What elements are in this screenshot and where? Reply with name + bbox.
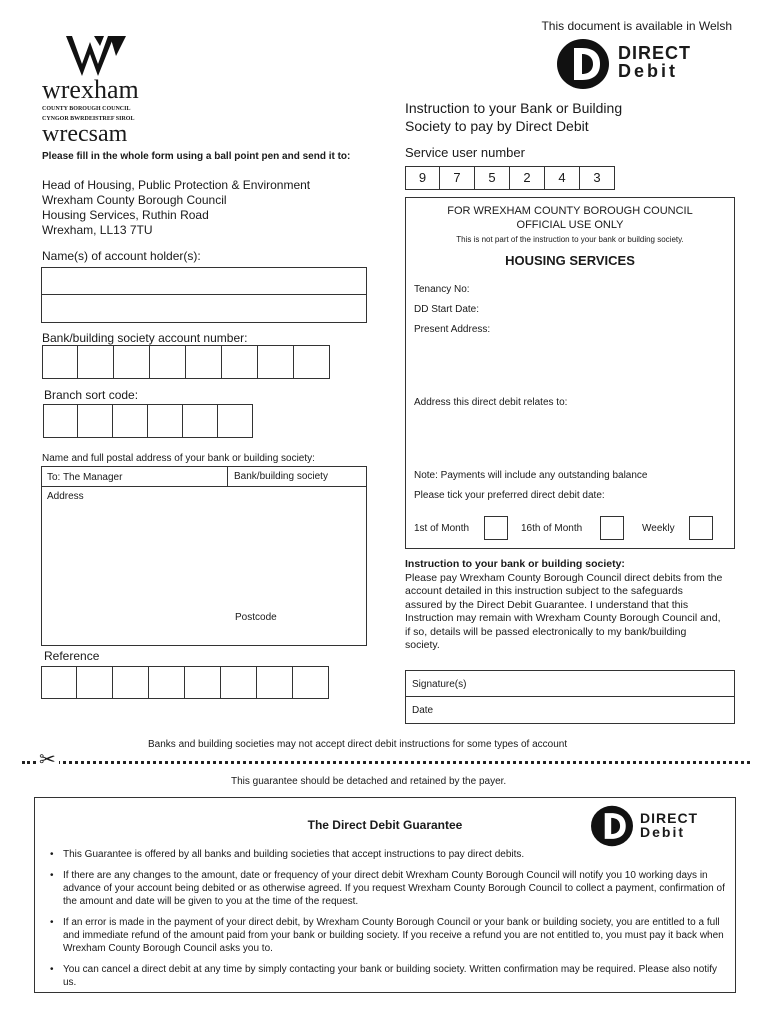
guarantee-item: • If an error is made in the payment of your direct debit, by Wrexham County Borough Council or your bank or building society, you are entitled to a full and immediate refund of the amount paid from your bank or building society. If you receive a refund you are not entitled to, you must pay it back when Wrexham County Borough Council asks you to. — [39, 916, 727, 955]
housing-services-title: HOUSING SERVICES — [505, 253, 635, 268]
instruction-block — [405, 558, 723, 653]
cut-line — [22, 761, 750, 764]
dd-logo-line1: DIRECT — [618, 43, 691, 63]
option-1st-checkbox[interactable] — [484, 516, 508, 540]
official-note: This is not part of the instruction to your bank or building society. — [456, 235, 684, 244]
postcode-label: Postcode — [235, 612, 277, 623]
account-digit-cell[interactable] — [78, 345, 114, 379]
guarantee-item: • If there are any changes to the amount, date or frequency of your direct debit Wrexham County Borough Council will notify you 10 working days in advance of your account being debited or as otherwise agreed. If you request Wrexham County Borough Council to collect a payment, confirmation of the amount and date will be given to you at the time of the request. — [39, 869, 727, 908]
official-line2: OFFICIAL USE ONLY — [516, 219, 624, 231]
sort-digit-cell[interactable] — [113, 404, 148, 438]
official-use-box — [405, 197, 735, 549]
reference-cell[interactable] — [149, 666, 185, 699]
sort-digit-cell[interactable] — [218, 404, 253, 438]
guarantee-dd-logo — [590, 805, 730, 847]
reference-cell[interactable] — [113, 666, 149, 699]
sort-code-label: Branch sort code: — [44, 388, 139, 402]
direct-debit-logo — [556, 38, 728, 90]
sort-digit-cell[interactable] — [148, 404, 183, 438]
direct-debit-icon — [590, 805, 634, 847]
welsh-availability-note: This document is available in Welsh — [541, 19, 732, 33]
reference-cell[interactable] — [257, 666, 293, 699]
account-digit-cell[interactable] — [294, 345, 330, 379]
su-digit: 9 — [405, 166, 440, 190]
account-digit-cell[interactable] — [114, 345, 150, 379]
logo-name: wrexham — [42, 75, 139, 104]
return-address — [42, 178, 310, 238]
option-weekly-label: Weekly — [642, 523, 675, 534]
address-label: Address — [47, 491, 84, 502]
logo-line1: COUNTY BOROUGH COUNCIL — [42, 106, 131, 112]
su-digit: 7 — [440, 166, 475, 190]
to-manager-label: To: The Manager — [47, 472, 123, 483]
signature-field[interactable] — [405, 670, 735, 697]
guarantee-list — [39, 848, 727, 997]
address-line1: Head of Housing, Public Protection & Environment — [42, 178, 311, 192]
instruction-body: Please pay Wrexham County Borough Council direct debits from the account detailed in this instruction subject to the safeguards assured by the Direct Debit Guarantee. I understand that this Instruction may remain with Wrexham County Borough Council and, if so, details will be passed electronically to my bank/building society. — [405, 571, 723, 651]
account-digit-cell[interactable] — [258, 345, 294, 379]
dd-logo-line2: Debit — [640, 824, 685, 840]
guarantee-box — [34, 797, 736, 993]
address-line3: Housing Services, Ruthin Road — [42, 208, 209, 222]
su-digit: 2 — [510, 166, 545, 190]
reference-cell[interactable] — [185, 666, 221, 699]
guarantee-title: The Direct Debit Guarantee — [307, 818, 463, 832]
account-number-field[interactable] — [42, 345, 330, 379]
dd-logo-line2: Debit — [618, 61, 678, 81]
direct-debit-icon — [556, 38, 610, 90]
tenancy-label: Tenancy No: — [414, 284, 470, 295]
sort-code-field[interactable] — [43, 404, 253, 438]
option-16th-label: 16th of Month — [521, 523, 583, 534]
reference-field[interactable] — [41, 666, 329, 699]
scissors-icon: ✂ — [36, 748, 59, 772]
fill-instruction: Please fill in the whole form using a ball point pen and send it to: — [42, 151, 351, 162]
guarantee-item: • You can cancel a direct debit at any time by simply contacting your bank or building society. Written confirmation may be required. Please also notify us. — [39, 963, 727, 989]
official-line1: FOR WREXHAM COUNTY BOROUGH COUNCIL — [447, 205, 693, 217]
account-digit-cell[interactable] — [222, 345, 258, 379]
account-holder-field-2[interactable] — [41, 295, 367, 323]
su-digit: 4 — [545, 166, 580, 190]
wrexham-w-icon — [64, 34, 128, 78]
payments-note: Note: Payments will include any outstanding balance — [414, 470, 648, 481]
account-holder-field-1[interactable] — [41, 267, 367, 295]
option-weekly-checkbox[interactable] — [689, 516, 713, 540]
present-address-label: Present Address: — [414, 324, 491, 335]
account-holders-label: Name(s) of account holder(s): — [42, 249, 201, 263]
dd-logo-line1: DIRECT — [640, 810, 699, 826]
address-line4: Wrexham, LL13 7TU — [42, 223, 153, 237]
instruction-title: Instruction to your bank or building society: — [405, 558, 625, 570]
sort-digit-cell[interactable] — [183, 404, 218, 438]
page-title: Instruction to your Bank or Building Society to pay by Direct Debit — [405, 100, 623, 134]
option-1st-label: 1st of Month — [414, 523, 470, 534]
reference-cell[interactable] — [77, 666, 113, 699]
reference-label: Reference — [44, 649, 100, 663]
bank-address-box[interactable] — [41, 466, 367, 646]
guarantee-item: • This Guarantee is offered by all banks and building societies that accept instructions to pay direct debits. — [39, 848, 727, 861]
bank-society-label: Bank/building society — [234, 471, 328, 482]
reference-cell[interactable] — [221, 666, 257, 699]
account-digit-cell[interactable] — [42, 345, 78, 379]
dd-address-label: Address this direct debit relates to: — [414, 397, 568, 408]
signature-label: Signature(s) — [412, 679, 467, 690]
wrexham-logo — [42, 34, 152, 145]
reference-cell[interactable] — [293, 666, 329, 699]
account-digit-cell[interactable] — [150, 345, 186, 379]
postal-address-label: Name and full postal address of your bank or building society: — [42, 453, 315, 464]
sort-digit-cell[interactable] — [43, 404, 78, 438]
su-digit: 5 — [475, 166, 510, 190]
date-label: Date — [412, 705, 434, 716]
service-user-number — [405, 166, 615, 190]
su-digit: 3 — [580, 166, 615, 190]
account-number-label: Bank/building society account number: — [42, 331, 248, 345]
service-user-label: Service user number — [405, 145, 525, 160]
option-16th-checkbox[interactable] — [600, 516, 624, 540]
address-line2: Wrexham County Borough Council — [42, 193, 227, 207]
banks-note: Banks and building societies may not accept direct debit instructions for some types of account — [148, 739, 568, 750]
logo-name-welsh: wrecsam — [42, 121, 128, 147]
reference-cell[interactable] — [41, 666, 77, 699]
sort-digit-cell[interactable] — [78, 404, 113, 438]
dd-start-label: DD Start Date: — [414, 304, 480, 315]
detach-note: This guarantee should be detached and retained by the payer. — [231, 776, 507, 787]
tick-note: Please tick your preferred direct debit date: — [414, 490, 605, 501]
logo-line2: CYNGOR BWRDEISTREF SIROL — [42, 116, 135, 122]
account-digit-cell[interactable] — [186, 345, 222, 379]
date-field[interactable] — [405, 697, 735, 724]
